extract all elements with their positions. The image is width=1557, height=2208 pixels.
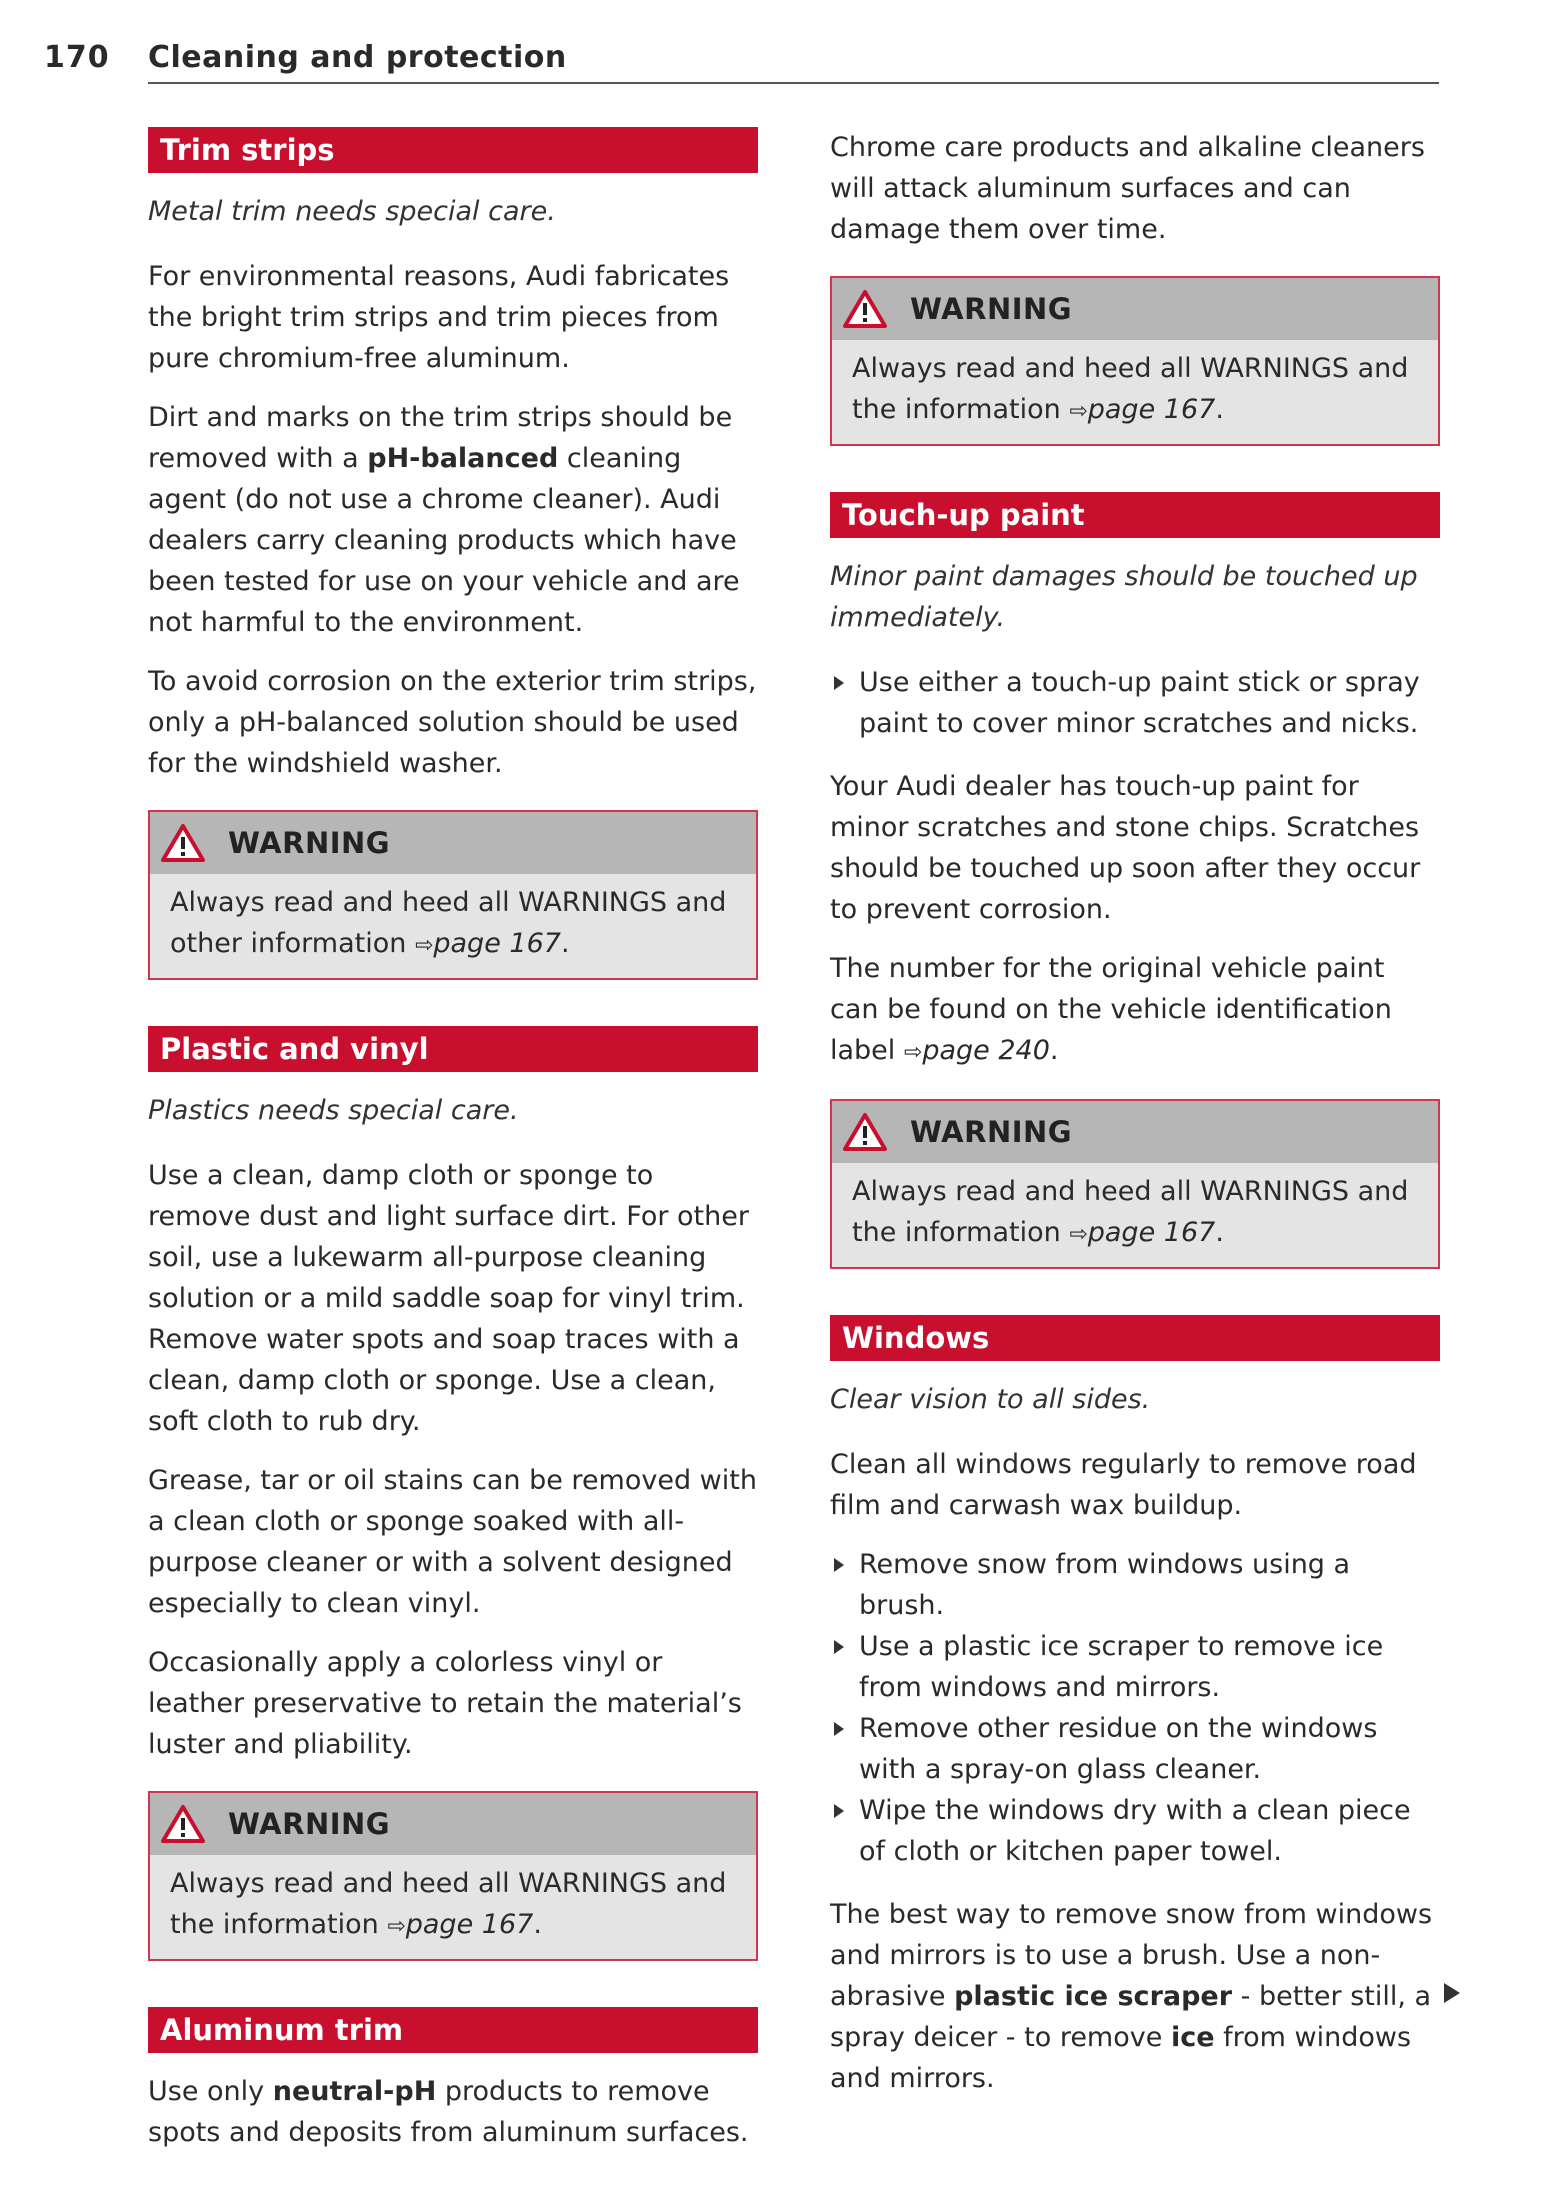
warning-text: Always read and heed all WARNINGS and the information ⇨page 167. (832, 1163, 1438, 1267)
section-subtitle: Minor paint damages should be touched up immediately. (830, 561, 1418, 633)
section-subtitle: Metal trim needs special care. (148, 196, 556, 227)
page-header (44, 40, 1439, 86)
paragraph: The best way to remove snow from windows and mirrors is to use a brush. Use a non-abrasive plastic ice scraper - better still, a spray deicer - to remove ice from windows and mirrors. (830, 1899, 1433, 2094)
reference-arrow-icon: ⇨ (414, 933, 434, 958)
warning-triangle-icon (160, 823, 206, 863)
warning-text: Always read and heed all WARNINGS and other information ⇨page 167. (150, 874, 756, 978)
section-heading-plastic-and-vinyl: Plastic and vinyl (148, 1026, 758, 1072)
paragraph: Use only neutral-pH products to remove spots and deposits from aluminum surfaces. (148, 2076, 749, 2148)
paragraph: Chrome care products and alkaline cleaners will attack aluminum surfaces and can damage them over time. (830, 132, 1425, 245)
warning-header (832, 278, 1438, 340)
list-item: Remove snow from windows using a brush. (830, 1544, 1440, 1626)
warning-box (148, 810, 758, 980)
paragraph: Use a clean, damp cloth or sponge to remove dust and light surface dirt. For other soil, use a lukewarm all-purpose cleaning solution or a mild saddle soap for vinyl trim. Remove water spots and soap traces with a clean, damp cloth or sponge. Use a clean, soft cloth to rub dry. (148, 1160, 749, 1437)
list-item: Remove other residue on the windows with a spray-on glass cleaner. (830, 1708, 1440, 1790)
warning-box (148, 1791, 758, 1961)
section-heading-aluminum-trim: Aluminum trim (148, 2007, 758, 2053)
bullet-triangle-icon (834, 1722, 844, 1736)
bullet-triangle-icon (834, 1804, 844, 1818)
warning-box (830, 276, 1440, 446)
warning-title: WARNING (228, 1807, 391, 1841)
section-heading-touch-up-paint: Touch-up paint (830, 492, 1440, 538)
list-item: Use either a touch-up paint stick or spray paint to cover minor scratches and nicks. (830, 662, 1440, 744)
reference-arrow-icon: ⇨ (1069, 399, 1088, 424)
warning-text: Always read and heed all WARNINGS and the information ⇨page 167. (832, 340, 1438, 444)
bullet-triangle-icon (834, 1558, 844, 1572)
warning-title: WARNING (228, 826, 391, 860)
reference-arrow-icon: ⇨ (387, 1914, 406, 1939)
warning-header (150, 1793, 756, 1855)
page-reference[interactable]: page 240 (922, 1035, 1050, 1066)
warning-box (830, 1099, 1440, 1269)
reference-arrow-icon: ⇨ (903, 1040, 923, 1065)
section-heading-trim-strips: Trim strips (148, 127, 758, 173)
list-item: Use a plastic ice scraper to remove ice from windows and mirrors. (830, 1626, 1440, 1708)
warning-header (832, 1101, 1438, 1163)
bullet-list (830, 1544, 1440, 1872)
page-title: Cleaning and protection (148, 40, 567, 75)
warning-triangle-icon (842, 1112, 888, 1152)
paragraph: The number for the original vehicle paint can be found on the vehicle identification label ⇨page 240. (830, 953, 1392, 1066)
paragraph: Your Audi dealer has touch-up paint for minor scratches and stone chips. Scratches should be touched up soon after they occur to prevent corrosion. (830, 771, 1421, 925)
page-reference[interactable]: page 167 (1087, 394, 1216, 425)
warning-title: WARNING (910, 1115, 1073, 1149)
warning-title: WARNING (910, 292, 1073, 326)
reference-arrow-icon: ⇨ (1069, 1222, 1088, 1247)
page-reference[interactable]: page 167 (405, 1909, 534, 1940)
paragraph: Dirt and marks on the trim strips should be removed with a pH-balanced cleaning agent (do not use a chrome cleaner). Audi dealers carry cleaning products which have been tested for use on your vehicle and are not harmful to the environment. (148, 402, 740, 638)
section-subtitle: Plastics needs special care. (148, 1095, 519, 1126)
right-column (830, 127, 1440, 2117)
paragraph: Grease, tar or oil stains can be removed with a clean cloth or sponge soaked with all-purpose cleaner or with a solvent designed especially to clean vinyl. (148, 1465, 757, 1619)
continue-arrow-icon (1444, 1983, 1460, 2003)
paragraph: Clean all windows regularly to remove road film and carwash wax buildup. (830, 1449, 1417, 1521)
warning-text: Always read and heed all WARNINGS and the information ⇨page 167. (150, 1855, 756, 1959)
paragraph: To avoid corrosion on the exterior trim strips, only a pH-balanced solution should be used for the windshield washer. (148, 666, 757, 779)
section-subtitle: Clear vision to all sides. (830, 1384, 1151, 1415)
page-reference[interactable]: page 167 (433, 928, 561, 959)
warning-triangle-icon (842, 289, 888, 329)
list-item: Wipe the windows dry with a clean piece of cloth or kitchen paper towel. (830, 1790, 1440, 1872)
page-reference[interactable]: page 167 (1087, 1217, 1216, 1248)
bullet-triangle-icon (834, 676, 844, 690)
left-column (148, 127, 758, 2171)
bullet-triangle-icon (834, 1640, 844, 1654)
section-heading-windows: Windows (830, 1315, 1440, 1361)
paragraph: For environmental reasons, Audi fabricates the bright trim strips and trim pieces from pure chromium-free aluminum. (148, 261, 730, 374)
header-divider (148, 82, 1439, 84)
warning-triangle-icon (160, 1804, 206, 1844)
page-number: 170 (44, 40, 110, 75)
paragraph: Occasionally apply a colorless vinyl or leather preservative to retain the material’s luster and pliability. (148, 1647, 742, 1760)
warning-header (150, 812, 756, 874)
bullet-list (830, 662, 1440, 744)
